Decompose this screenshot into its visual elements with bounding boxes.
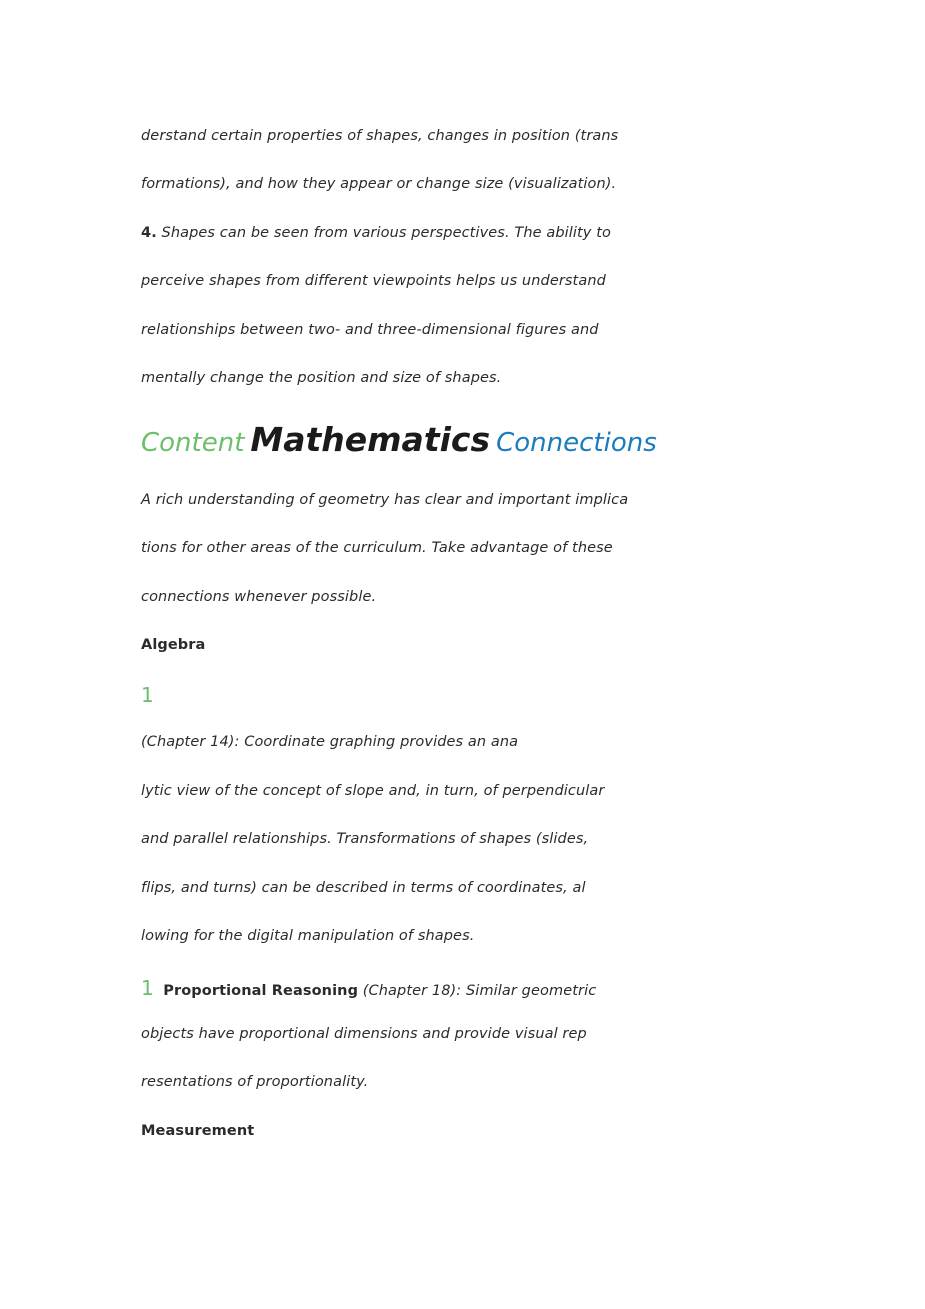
algebra-line-3: and parallel relationships. Transformations of shapes (slides,: [141, 831, 589, 847]
algebra-marker: 1: [141, 683, 154, 707]
proportional-first-line: [141, 976, 596, 1000]
algebra-line-5: lowing for the digital manipulation of shapes.: [141, 928, 475, 944]
heading-connections-word: Connections: [496, 428, 657, 458]
proportional-line-2: objects have proportional dimensions and provide visual rep: [141, 1026, 587, 1042]
point-4-number: 4.: [141, 225, 157, 241]
algebra-line-2: lytic view of the concept of slope and, in turn, of perpendicular: [141, 783, 605, 799]
proportional-marker: 1: [141, 976, 154, 1000]
algebra-title: Algebra: [141, 637, 206, 653]
section-heading: [141, 420, 657, 459]
heading-mathematics-word: Mathematics: [250, 420, 491, 459]
point-4-line-4: mentally change the position and size of shapes.: [141, 370, 502, 386]
point-4-line-3: relationships between two- and three-dimensional figures and: [141, 322, 599, 338]
proportional-first-line-rest: (Chapter 18): Similar geometric: [362, 983, 597, 999]
measurement-title: Measurement: [141, 1123, 255, 1139]
connections-intro-line-3: connections whenever possible.: [141, 589, 377, 605]
point-4-line-2: perceive shapes from different viewpoints helps us understand: [141, 273, 606, 289]
algebra-line-4: flips, and turns) can be described in terms of coordinates, al: [141, 880, 586, 896]
point-4-line-1: [141, 225, 611, 241]
connections-intro-line-2: tions for other areas of the curriculum. Take advantage of these: [141, 540, 613, 556]
intro-line-1: derstand certain properties of shapes, changes in position (trans: [141, 128, 619, 144]
connections-intro-line-1: A rich understanding of geometry has clear and important implica: [141, 492, 629, 508]
algebra-line-1: (Chapter 14): Coordinate graphing provides an ana: [141, 734, 519, 750]
proportional-title: Proportional Reasoning: [163, 983, 359, 999]
point-4-text-1: Shapes can be seen from various perspectives. The ability to: [161, 225, 611, 241]
heading-content-word: Content: [141, 428, 245, 458]
proportional-line-3: resentations of proportionality.: [141, 1074, 369, 1090]
intro-line-2: formations), and how they appear or change size (visualization).: [141, 176, 617, 192]
